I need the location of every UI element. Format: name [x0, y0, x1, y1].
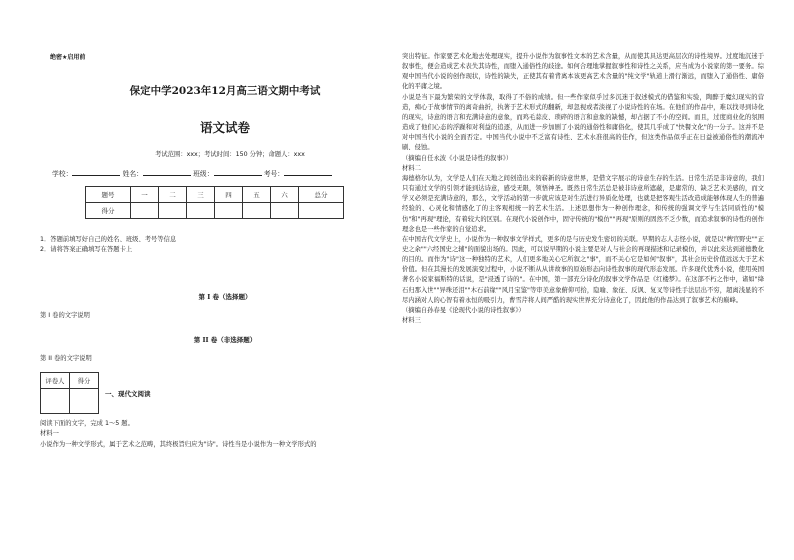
right-column: [402, 52, 764, 326]
part1-title: 第 I 卷（选择题）: [198, 293, 252, 301]
score-cell[interactable]: [243, 203, 271, 219]
score-cell[interactable]: [215, 203, 243, 219]
instructions: [40, 235, 390, 255]
score-col: 五: [243, 187, 271, 203]
reading-instruction: 阅读下面的文字，完成 1～5 题。: [40, 420, 134, 427]
score-table: [85, 186, 344, 219]
paragraph: 小说作为一种文学形式，属于艺术之范畴，其终极旨归应为"诗"。诗性当是小说作为一种文学形式的: [40, 440, 317, 448]
secret-mark: 绝密★启用前: [50, 54, 86, 61]
score-table-row-label: 题号: [86, 187, 131, 203]
paragraph: 在中国古代文学史上，小说作为一种叙事文学样式，更多的是与历史发生密切的关联。早期的志人志怪小说，就是以"稗官野史""正史之余""六经国史之辅"的面貌出场的。因此，可以说早期的小说主要是对人与社会的再现描述和记录模仿，并以此来达到道德教化的目的。而作为"诗"这一种独特的艺术，人们更多地关心它所叙之"事"，而不关心它是如何"叙事"，其社会历史价值远远大于艺术价值。但在其漫长的发展演变过程中，小说不断从从讲故事的原始形态向诗性叙事的现代形态发展。许多现代优秀小说，使用英国著名小说家福斯特的话说，是"浸透了诗的"。在中国，第一部充分诗化的叙事文学作品是《红楼梦》。在这部不朽之作中，诸如"绛石归那入世""异珠还泪""木石前缘""风月宝鉴"等审美意象俯仰可拾，隐喻、象征、反讽、复叉等诗性手法层出不穷，超离浅显的不尽内涵对人的心智有着永恒的吸引力，曹雪芹将人间严酷的现实世界充分诗意化了，因此他的作品达到了叙事艺术的巅峰。: [402, 235, 764, 304]
score-col: 六: [271, 187, 299, 203]
name-blank[interactable]: [143, 169, 191, 176]
grader-score-label: 得分: [70, 373, 99, 389]
score-cell[interactable]: [271, 203, 299, 219]
material-label: 材料三: [402, 317, 421, 325]
score-cell[interactable]: [187, 203, 215, 219]
part2-title: 第 II 卷（非选择题）: [193, 336, 257, 344]
score-cell[interactable]: [159, 203, 187, 219]
score-col: 四: [215, 187, 243, 203]
name-label: 姓名：: [122, 170, 143, 178]
score-col: 二: [159, 187, 187, 203]
grader-table: [40, 372, 99, 414]
score-table-row-label: 得分: [86, 203, 131, 219]
material-label: 材料一: [40, 430, 59, 438]
grader-reviewer-cell[interactable]: [41, 389, 70, 414]
school-blank[interactable]: [72, 169, 120, 176]
score-col-total: 总分: [299, 187, 344, 203]
number-blank[interactable]: [284, 169, 332, 176]
left-column: [40, 52, 390, 450]
grader-reviewer-label: 评卷人: [41, 373, 70, 389]
number-label: 考号：: [263, 170, 285, 178]
grader-row: [40, 372, 390, 414]
class-blank[interactable]: [214, 169, 262, 176]
left-body: [40, 419, 390, 450]
score-col: 三: [187, 187, 215, 203]
paragraph: 小说是当下最为繁荣的文学体裁，取得了不俗的成绩。但一些作家似乎过多沉迷于叙述模式的借鉴和实验，陶醉于魔幻现实的营造，痴心于故事情节的离奇曲折，执著于艺术形式的翻新，却忽视或者淡视了小说诗性的在场。在他们的作品中，难以找寻到诗化的现实，诗意的语言和充满诗意的意象，而鸡毛蒜皮、琐碎的语言和意象的缺憾，却占据了不小的空间。而且，过度商业化的氛围造成了他们心态的浮躁和对利益的追逐，从而进一步加剧了小说的通俗性和庸俗化，使其几乎成了"快餐文化"的一分子。这并不是对中国当代小说的全面否定。中国当代小说中不乏富有诗性、艺术水准很高的佳作，但这类作品似乎正在日益被通俗性的潮流冲刷、侵蚀。: [402, 93, 764, 152]
class-label: 班级：: [193, 170, 214, 178]
score-table-header-row: [86, 187, 344, 203]
score-cell[interactable]: [131, 203, 159, 219]
part1-desc: 第 I 卷的文字说明: [40, 312, 90, 319]
source-note: （摘编自孙春旻《论现代小说的诗性叙事》）: [402, 306, 525, 314]
score-col: 一: [131, 187, 159, 203]
exam-title: 保定中学2023年12月高三语文期中考试: [129, 85, 321, 97]
student-info-fields: [52, 168, 390, 178]
paragraph: 海德格尔认为，文学是人们在天地之间创造出来的崭新的诗意世界，是借文字展示的诗意生存的生活。日常生活是非诗意的，我们只有通过文学的引领才能到达诗意，感受无限，领悟神圣。既然日常生活总是被非诗意所遮蔽，是庸常的、缺乏艺术美感的，而文学又必须是充满诗意的，那么，文学活动的第一步就应该是对生活进行异质化处理，也就是把客观生活改造成能够体现人生的普遍经验的、心灵化和情感化了的主客观相统一的艺术生活。上述思想作为一种创作理念，和传统的强调文学与生活同质性的"模仿"和"再现"理论，有着较大的区别。在现代小说创作中，固守传统的"模仿""再现"原则的固然不乏少数，而追求叙事的诗性的创作理念也是一些作家的自觉追求。: [402, 174, 764, 233]
source-note: （摘编自任永波《小说是诗性的叙事》）: [402, 154, 513, 162]
grader-score-cell[interactable]: [70, 389, 99, 414]
school-label: 学校：: [52, 170, 73, 178]
score-cell-total[interactable]: [299, 203, 344, 219]
exam-meta: 考试范围：xxx；考试时间：150 分钟；命题人：xxx: [155, 151, 305, 158]
question-heading: 一、现代文阅读: [105, 389, 151, 398]
score-table-score-row: [86, 203, 344, 219]
instruction-item: 2．请将答案正确填写在答题卡上: [40, 246, 133, 253]
paper-title: 语文试卷: [199, 120, 250, 135]
instruction-item: 1．答题前填写好自己的姓名、班级、考号等信息: [40, 236, 177, 243]
part2-desc: 第 II 卷的文字说明: [40, 355, 92, 362]
paragraph: 突出特征。作家要艺术化地去处理现实，提升小说作为叙事性文本的艺术含量，从而使其具达更高层次的诗性境界。过度地沉迷于叙事性，便会造成艺术表失其诗性，而堕入通俗性的歧途。如何合理地掌握叙事性和诗性之关系，应当成为小说家的第一要务。综观中国当代小说的创作现状，诗性的缺失，正使其有着背离本该更高艺术含量的"纯文学"轨道上滑行渐远，而堕入了通俗性、庸俗化的平庸之境。: [402, 53, 764, 91]
material-label: 材料二: [402, 164, 421, 172]
